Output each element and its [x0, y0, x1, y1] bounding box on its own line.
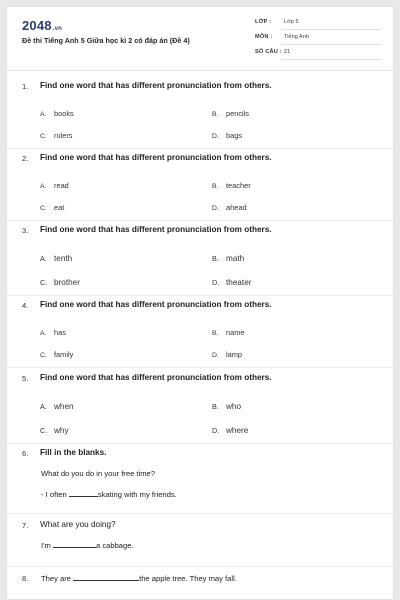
meta-divider [281, 59, 381, 60]
question-divider [7, 513, 393, 514]
option-b[interactable]: B. teacher [212, 181, 251, 190]
worksheet-header [7, 7, 393, 71]
worksheet-page [6, 6, 394, 600]
answer-line: - I often skating with my friends. [41, 490, 177, 499]
meta-count-label: SỐ CÂU : [255, 49, 282, 55]
question-number: 8. [22, 574, 29, 583]
option-a[interactable]: A. read [40, 181, 69, 190]
option-a[interactable]: A. has [40, 328, 66, 337]
question-divider [7, 148, 393, 149]
question-number: 4. [22, 301, 29, 310]
answer-blank[interactable] [73, 575, 139, 581]
question-text: Find one word that has different pronunciation from others. [40, 225, 272, 234]
question-divider [7, 367, 393, 368]
option-b[interactable]: B. math [212, 254, 245, 263]
question-number: 2. [22, 154, 29, 163]
meta-count-value: 21 [284, 49, 291, 55]
meta-class-value: Lớp 5 [284, 19, 299, 25]
meta-divider [281, 44, 381, 45]
question-text: They are the apple tree. They may fall. [41, 574, 237, 583]
question-text: What are you doing? [40, 520, 116, 529]
prompt-line: What do you do in your free time? [41, 469, 155, 478]
question-text: Find one word that has different pronunciation from others. [40, 373, 272, 382]
meta-subject [255, 34, 381, 46]
question-divider [7, 295, 393, 296]
question-text: Find one word that has different pronunciation from others. [40, 153, 272, 162]
option-a[interactable]: A. when [40, 402, 74, 411]
question-divider [7, 566, 393, 567]
meta-class [255, 19, 381, 31]
option-b[interactable]: B. pencils [212, 109, 250, 118]
option-a[interactable]: A. tenth [40, 254, 73, 263]
option-a[interactable]: A. books [40, 109, 74, 118]
option-c[interactable]: C. eat [40, 203, 65, 212]
question-divider [7, 443, 393, 444]
option-d[interactable]: D. ahead [212, 203, 247, 212]
option-d[interactable]: D. lamp [212, 350, 243, 359]
option-c[interactable]: C. rulers [40, 131, 73, 140]
question-number: 1. [22, 82, 29, 91]
question-text: Find one word that has different pronunciation from others. [40, 300, 272, 309]
question-number: 7. [22, 521, 29, 530]
meta-class-label: LỚP : [255, 19, 272, 25]
meta-subject-value: Tiếng Anh [284, 34, 309, 40]
option-d[interactable]: D. theater [212, 278, 252, 287]
option-b[interactable]: B. name [212, 328, 245, 337]
option-c[interactable]: C. brother [40, 278, 80, 287]
meta-subject-label: MÔN : [255, 34, 273, 40]
question-number: 3. [22, 226, 29, 235]
answer-line: I'm a cabbage. [41, 541, 134, 550]
option-d[interactable]: D. bags [212, 131, 243, 140]
site-logo[interactable]: 2048.vn [22, 18, 63, 33]
question-text: Fill in the blanks. [40, 448, 107, 457]
document-title: Đề thi Tiếng Anh 5 Giữa học kì 2 có đáp án (Đề 4) [22, 36, 190, 45]
question-text: Find one word that has different pronunciation from others. [40, 81, 272, 90]
question-number: 5. [22, 374, 29, 383]
meta-count [255, 49, 381, 61]
meta-divider [281, 29, 381, 30]
question-divider [7, 220, 393, 221]
option-b[interactable]: B. who [212, 402, 242, 411]
answer-blank[interactable] [69, 491, 98, 497]
answer-blank[interactable] [53, 542, 96, 548]
option-c[interactable]: C. why [40, 426, 69, 435]
option-d[interactable]: D. where [212, 426, 249, 435]
question-number: 6. [22, 449, 29, 458]
option-c[interactable]: C. family [40, 350, 74, 359]
